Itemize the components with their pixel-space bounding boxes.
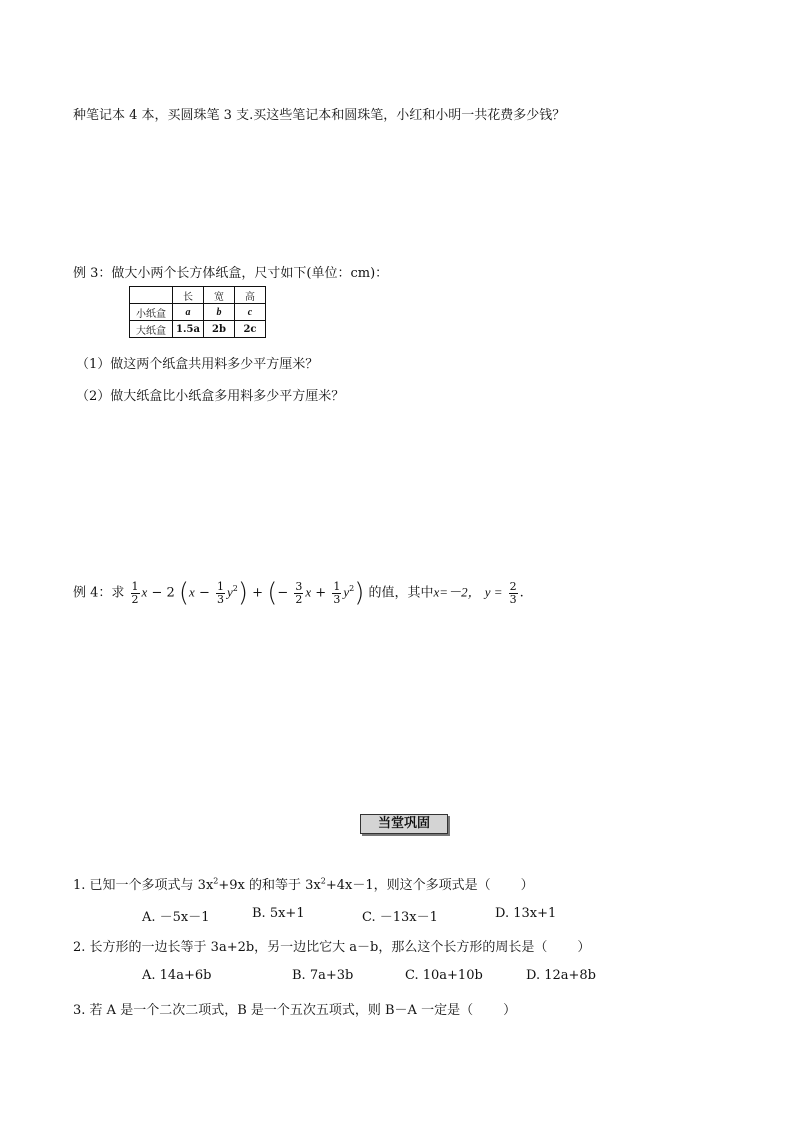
stem-part: 2. 长方形的一边长等于 3a+2b，另一边比它大 a－b，那么这个长方形的周长是（ — [73, 940, 548, 955]
table-row — [130, 304, 266, 321]
x-value: x=－2， — [433, 584, 481, 600]
question-1-option-b[interactable]: B. 5x+1 — [252, 906, 305, 921]
table-header-row — [130, 287, 266, 304]
right-paren: ) — [354, 578, 365, 608]
table-cell: a — [173, 304, 204, 321]
example-4-label: 例 4：求 — [73, 585, 125, 601]
example-3-question-1: （1）做这两个纸盒共用料多少平方厘米？ — [76, 357, 319, 372]
question-2-option-c[interactable]: C. 10a+10b — [405, 968, 483, 983]
table-row-label: 小纸盒 — [130, 304, 173, 321]
y-label: y = — [484, 584, 503, 600]
table-cell — [130, 287, 173, 304]
right-paren: ) — [237, 578, 249, 608]
question-3-stem — [73, 999, 516, 1018]
section-banner: 当堂巩固 — [360, 814, 448, 834]
table-row-label: 大纸盒 — [130, 321, 173, 338]
stem-part: +4x－1，则这个多项式是（ — [325, 878, 491, 893]
left-paren: ( — [178, 578, 190, 608]
question-2-option-a[interactable]: A. 14a+6b — [142, 968, 212, 983]
denominator: 2 — [131, 592, 139, 606]
table-cell: 1.5a — [173, 321, 204, 338]
numerator: 3 — [295, 579, 303, 593]
question-2-option-b[interactable]: B. 7a+3b — [292, 968, 354, 983]
table-cell: 2c — [235, 321, 266, 338]
fraction — [509, 581, 518, 606]
left-paren: ( — [267, 578, 278, 608]
box-dimension-table — [129, 286, 266, 338]
stem-part: 1. 已知一个多项式与 3x — [73, 878, 214, 893]
fraction — [131, 581, 140, 606]
example-3-question-2: （2）做大纸盒比小纸盒多用料多少平方厘米？ — [76, 389, 345, 404]
fraction — [332, 581, 341, 606]
numerator: 1 — [333, 579, 341, 593]
denominator: 3 — [217, 592, 224, 606]
table-header-height: 高 — [235, 287, 266, 304]
denominator: 3 — [509, 592, 517, 606]
example-4-tail: 的值，其中 — [368, 585, 434, 601]
question-1-option-d[interactable]: D. 13x+1 — [495, 906, 557, 921]
stem-part: ） — [520, 878, 534, 893]
question-1-stem: 1. 已知一个多项式与 $3x^2+9x$ 的和等于 $3x^2+4x-1$，则这个多项式是（ ） — [73, 876, 534, 893]
numerator: 1 — [131, 579, 139, 593]
question-2-option-d[interactable]: D. 12a+8b — [526, 968, 597, 983]
question-1-option-a[interactable]: A. －5x－1 — [142, 910, 210, 925]
question-2-stem — [73, 936, 590, 955]
fraction — [216, 581, 225, 606]
question-1-option-c[interactable]: C. －13x－1 — [362, 910, 438, 925]
example-4-line: 例 4：求 $\frac{1}{2}$ x − 2 (x − $\frac{1}{3}$ $y^2$) + (− $\frac{3}{2}$ x + $\frac{1}{3}$ $y^2$) 的值，其中x=－2， y = $\frac{2}{3}$ . — [73, 578, 524, 608]
numerator: 2 — [509, 579, 517, 593]
fraction — [294, 581, 303, 606]
table-row — [130, 321, 266, 338]
denominator: 3 — [333, 592, 341, 606]
table-cell: 2b — [204, 321, 235, 338]
stem-part: ） — [503, 1003, 517, 1018]
denominator: 2 — [295, 592, 303, 606]
stem-part: 3. 若 A 是一个二次二项式，B 是一个五次五项式，则 B－A 一定是（ — [73, 1003, 474, 1018]
table-header-length: 长 — [173, 287, 204, 304]
table-cell: c — [235, 304, 266, 321]
intro-text: 种笔记本 4 本，买圆珠笔 3 支.买这些笔记本和圆珠笔，小红和小明一共花费多少钱？ — [73, 108, 566, 123]
numerator: 1 — [217, 579, 224, 593]
table-header-width: 宽 — [204, 287, 235, 304]
stem-part: +9x 的和等于 3x — [218, 878, 321, 893]
stem-part: ） — [577, 940, 591, 955]
table-cell: b — [204, 304, 235, 321]
example-3-title: 例 3：做大小两个长方体纸盒，尺寸如下(单位：cm)： — [73, 266, 389, 281]
